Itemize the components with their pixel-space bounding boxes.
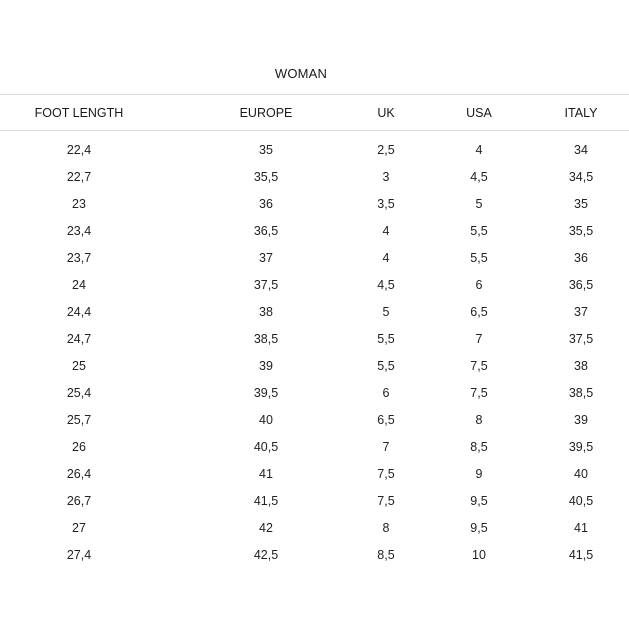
column-header-italy: ITALY [564,106,598,120]
cell-italy: 39,5 [568,440,594,454]
cell-foot-length: 26,7 [66,494,92,508]
cell-italy: 34,5 [568,170,594,184]
cell-europe: 37 [259,251,273,265]
cell-usa: 7 [475,332,483,346]
cell-italy: 41,5 [568,548,594,562]
table-row [0,410,629,430]
cell-uk: 5,5 [377,332,395,346]
cell-uk: 6 [382,386,390,400]
cell-italy: 37,5 [568,332,594,346]
column-header-europe: EUROPE [239,106,293,120]
cell-europe: 40 [259,413,273,427]
cell-foot-length: 23,7 [66,251,92,265]
cell-foot-length: 24,4 [66,305,92,319]
table-row [0,302,629,322]
cell-foot-length: 26 [72,440,86,454]
table-title: WOMAN [274,66,328,81]
column-header-usa: USA [466,106,492,120]
cell-uk: 3 [382,170,390,184]
cell-foot-length: 22,7 [66,170,92,184]
table-row [0,221,629,241]
cell-usa: 9,5 [470,494,488,508]
header-top-divider [0,94,629,95]
table-row [0,356,629,376]
cell-foot-length: 22,4 [66,143,92,157]
cell-foot-length: 25,4 [66,386,92,400]
table-row [0,140,629,160]
cell-usa: 5,5 [470,224,488,238]
table-row [0,518,629,538]
cell-italy: 38,5 [568,386,594,400]
cell-europe: 35,5 [253,170,279,184]
table-row [0,545,629,565]
table-row [0,329,629,349]
cell-uk: 4 [382,251,390,265]
cell-usa: 7,5 [470,386,488,400]
cell-foot-length: 25,7 [66,413,92,427]
cell-italy: 40,5 [568,494,594,508]
cell-uk: 8,5 [377,548,395,562]
cell-usa: 9,5 [470,521,488,535]
cell-usa: 6 [475,278,483,292]
cell-europe: 39 [259,359,273,373]
table-row [0,194,629,214]
cell-foot-length: 23 [72,197,86,211]
table-header-row [0,103,629,123]
cell-europe: 41 [259,467,273,481]
cell-europe: 35 [259,143,273,157]
cell-italy: 35,5 [568,224,594,238]
header-bottom-divider [0,130,629,131]
cell-italy: 40 [574,467,588,481]
cell-foot-length: 24,7 [66,332,92,346]
cell-europe: 38 [259,305,273,319]
cell-uk: 5,5 [377,359,395,373]
cell-foot-length: 23,4 [66,224,92,238]
cell-usa: 7,5 [470,359,488,373]
cell-usa: 6,5 [470,305,488,319]
cell-europe: 36 [259,197,273,211]
cell-usa: 4 [475,143,483,157]
cell-europe: 41,5 [253,494,279,508]
cell-italy: 36 [574,251,588,265]
cell-europe: 37,5 [253,278,279,292]
table-row [0,167,629,187]
cell-uk: 2,5 [377,143,395,157]
cell-italy: 34 [574,143,588,157]
cell-italy: 37 [574,305,588,319]
cell-europe: 40,5 [253,440,279,454]
cell-europe: 42,5 [253,548,279,562]
cell-uk: 6,5 [377,413,395,427]
cell-foot-length: 25 [72,359,86,373]
cell-europe: 42 [259,521,273,535]
cell-uk: 4,5 [377,278,395,292]
cell-italy: 38 [574,359,588,373]
cell-usa: 8 [475,413,483,427]
cell-europe: 39,5 [253,386,279,400]
cell-usa: 4,5 [470,170,488,184]
cell-uk: 3,5 [377,197,395,211]
table-row [0,275,629,295]
table-row [0,437,629,457]
cell-usa: 8,5 [470,440,488,454]
cell-italy: 39 [574,413,588,427]
table-row [0,464,629,484]
cell-foot-length: 27 [72,521,86,535]
cell-usa: 9 [475,467,483,481]
cell-usa: 10 [472,548,486,562]
table-row [0,383,629,403]
table-row [0,491,629,511]
cell-uk: 8 [382,521,390,535]
cell-foot-length: 24 [72,278,86,292]
cell-uk: 5 [382,305,390,319]
cell-italy: 36,5 [568,278,594,292]
table-row [0,248,629,268]
cell-uk: 7,5 [377,494,395,508]
cell-usa: 5 [475,197,483,211]
cell-foot-length: 26,4 [66,467,92,481]
cell-usa: 5,5 [470,251,488,265]
cell-italy: 41 [574,521,588,535]
cell-uk: 7 [382,440,390,454]
cell-europe: 36,5 [253,224,279,238]
cell-foot-length: 27,4 [66,548,92,562]
cell-europe: 38,5 [253,332,279,346]
column-header-foot-length: FOOT LENGTH [34,106,124,120]
cell-uk: 7,5 [377,467,395,481]
cell-italy: 35 [574,197,588,211]
cell-uk: 4 [382,224,390,238]
column-header-uk: UK [377,106,395,120]
